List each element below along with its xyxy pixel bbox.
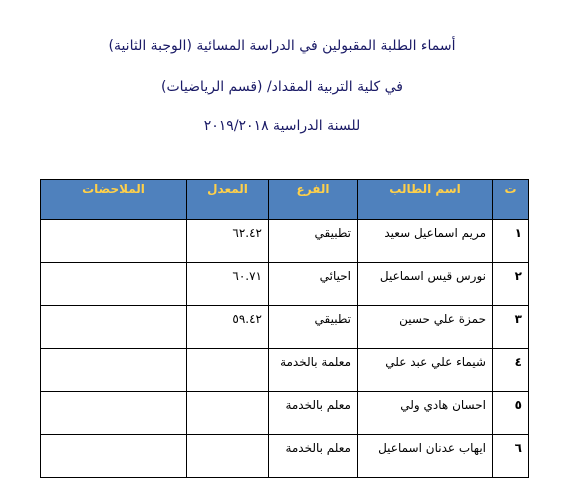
- notes: [41, 306, 187, 349]
- column-header-notes: الملاحضات: [41, 180, 187, 220]
- average: [187, 435, 269, 478]
- students-table: [40, 179, 529, 478]
- notes: [41, 435, 187, 478]
- notes: [41, 263, 187, 306]
- student-name: مريم اسماعيل سعيد: [358, 220, 493, 263]
- notes: [41, 349, 187, 392]
- row-number: ٦: [493, 435, 529, 478]
- student-name: حمزة علي حسين: [358, 306, 493, 349]
- notes: [41, 392, 187, 435]
- table-row: [41, 349, 529, 392]
- average: ٦٠.٧١: [187, 263, 269, 306]
- branch: احيائي: [269, 263, 358, 306]
- column-header-student-name: اسم الطالب: [358, 180, 493, 220]
- branch: معلم بالخدمة: [269, 435, 358, 478]
- row-number: ١: [493, 220, 529, 263]
- column-header-average: المعدل: [187, 180, 269, 220]
- row-number: ٢: [493, 263, 529, 306]
- row-number: ٣: [493, 306, 529, 349]
- student-name: نورس قيس اسماعيل: [358, 263, 493, 306]
- average: [187, 349, 269, 392]
- row-number: ٤: [493, 349, 529, 392]
- student-name: ايهاب عدنان اسماعيل: [358, 435, 493, 478]
- branch: معلمة بالخدمة: [269, 349, 358, 392]
- notes: [41, 220, 187, 263]
- branch: تطبيقي: [269, 306, 358, 349]
- student-name: احسان هادي ولي: [358, 392, 493, 435]
- branch: تطبيقي: [269, 220, 358, 263]
- table-row: [41, 220, 529, 263]
- table-row: [41, 435, 529, 478]
- academic-year-line: للسنة الدراسية ٢٠١٩/٢٠١٨: [203, 118, 361, 134]
- student-name: شيماء علي عبد علي: [358, 349, 493, 392]
- average: ٥٩.٤٢: [187, 306, 269, 349]
- average: ٦٢.٤٢: [187, 220, 269, 263]
- row-number: ٥: [493, 392, 529, 435]
- college-department-line: في كلية التربية المقداد/ (قسم الرياضيات): [161, 79, 403, 95]
- document-title: أسماء الطلبة المقبولين في الدراسة المسائية (الوجبة الثانية): [108, 38, 456, 54]
- table-header-row: [41, 180, 529, 220]
- table-row: [41, 392, 529, 435]
- column-header-branch: الفرع: [269, 180, 358, 220]
- table-row: [41, 263, 529, 306]
- table-row: [41, 306, 529, 349]
- branch: معلم بالخدمة: [269, 392, 358, 435]
- average: [187, 392, 269, 435]
- column-header-number: ت: [493, 180, 529, 220]
